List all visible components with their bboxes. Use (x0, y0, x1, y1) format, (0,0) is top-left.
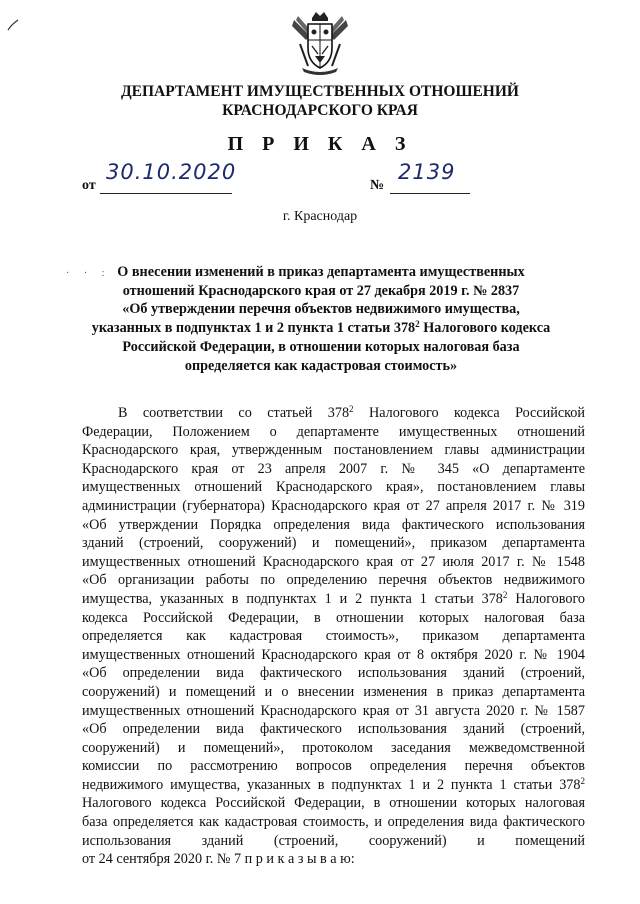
date-underline (100, 193, 232, 194)
body-line: «Об определении вида фактического использования зданий (строений, (82, 721, 585, 738)
order-number: 2139 (398, 160, 456, 184)
body-line: администрации (губернатора) Краснодарского края от 27 апреля 2017 г. № 319 (82, 497, 585, 514)
city-name: г. Краснодар (282, 209, 358, 224)
body-line: «Об определении вида фактического использования зданий (строений, (82, 665, 585, 682)
krasnodar-coat-of-arms-icon (288, 10, 352, 76)
body-line: Краснодарского края от 23 апреля 2007 г. № 345 «О департаменте (82, 460, 585, 477)
subject-line: определяется как кадастровая стоимость» (184, 357, 458, 374)
department-name-line1: ДЕПАРТАМЕНТ ИМУЩЕСТВЕННЫХ ОТНОШЕНИЙ (121, 83, 519, 100)
body-line: имущественных отношений Краснодарского края от 27 июля 2017 г. № 1548 (82, 553, 585, 570)
number-underline (390, 193, 470, 194)
order-body-text (82, 404, 585, 869)
subject-line: О внесении изменений в приказ департамента имущественных (117, 264, 525, 280)
body-line: имущества, указанных в подпунктах 1 и 2 пункта 1 статьи $378^2$ Налогового (82, 589, 586, 607)
body-line: использования зданий (строений, сооружений) и помещений (82, 832, 585, 849)
body-line: «Об утверждении Порядка определения вида фактического использования (82, 516, 585, 533)
number-prefix: № (370, 178, 385, 193)
body-line: от 24 сентября 2020 г. № 7 п р и к а з ы в а ю: (82, 851, 355, 868)
body-line: Налогового кодекса Российской Федерации, в отношении которых налоговая (82, 795, 585, 812)
body-line: сооружений) и помещений и о внесении изменения в приказ департамента (82, 683, 585, 700)
body-line: комиссии по рассмотрению вопросов определения перечня объектов (82, 758, 585, 775)
body-line: зданий (строений, сооружений) и помещений», приказом департамента (82, 535, 585, 552)
body-line: В соответствии со статьей $378^2$ Налогового кодекса Российской (118, 404, 585, 421)
body-line: база определяется как кадастровая стоимость, и определения вида фактического (82, 814, 585, 831)
body-line: определяется как кадастровая стоимость», приказом департамента (82, 628, 585, 645)
body-line: имущественных отношений Краснодарского края», постановлением главы (82, 479, 585, 496)
subject-line: «Об утверждении перечня объектов недвижимого имущества, (122, 301, 520, 318)
order-date: 30.10.2020 (106, 160, 237, 184)
body-line: Краснодарского края, утвержденным постановлением главы администрации (82, 442, 585, 459)
body-line: Федерации, Положением о департаменте имущественных отношений (82, 423, 585, 440)
order-subject (86, 263, 556, 375)
subject-line: Российской Федерации, в отношении которых налоговая база (122, 338, 520, 355)
date-prefix: от (82, 178, 96, 193)
body-line: недвижимого имущества, указанных в подпунктах 1 и 2 пункта 1 статьи $378^2$ (82, 775, 585, 793)
body-line: кодекса Российской Федерации, в отношении которых налоговая база (82, 609, 585, 626)
department-name-line2: КРАСНОДАРСКОГО КРАЯ (222, 102, 418, 119)
subject-line: отношений Краснодарского края от 27 декабря 2019 г. № 2837 (122, 282, 520, 299)
pen-mark-icon (6, 18, 20, 32)
body-line: имущественных отношений Краснодарского края от 31 августа 2020 г. № 1587 (82, 702, 585, 719)
body-line: «Об организации работы по определению перечня объектов недвижимого (82, 572, 585, 589)
margin-marks: · · : (66, 268, 111, 279)
document-title: П Р И К А З (227, 133, 413, 155)
body-line: сооружений) и помещений», протоколом заседания межведомственной (82, 739, 585, 756)
subject-line: указанных в подпунктах 1 и 2 пункта 1 статьи $378^2$ Налогового кодекса (91, 319, 551, 337)
body-line: имущественных отношений Краснодарского края от 8 октября 2020 г. № 1904 (82, 646, 585, 663)
